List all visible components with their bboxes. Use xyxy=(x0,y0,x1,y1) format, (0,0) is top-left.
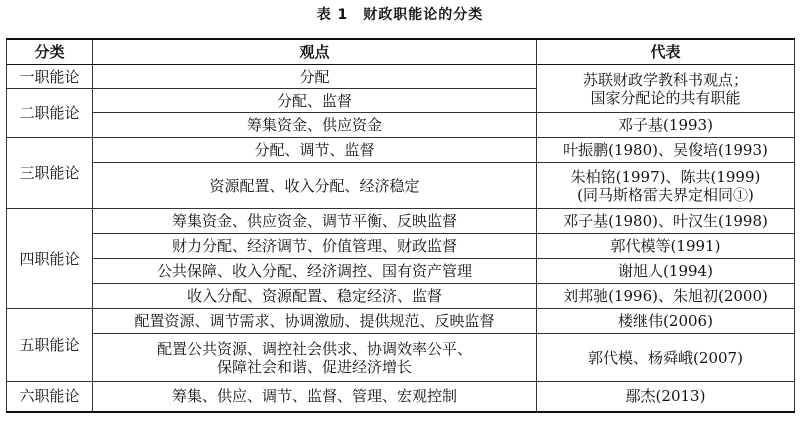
viewpoint-cell: 分配 xyxy=(93,65,537,89)
category-cell: 三职能论 xyxy=(7,138,93,209)
table-row xyxy=(7,113,795,138)
viewpoint-cell: 资源配置、收入分配、经济稳定 xyxy=(93,163,537,209)
table-row xyxy=(7,163,795,209)
representative-cell: 刘邦驰(1996)、朱旭初(2000) xyxy=(537,284,795,309)
table-row xyxy=(7,138,795,163)
table-row xyxy=(7,382,795,412)
representative-cell: 谢旭人(1994) xyxy=(537,259,795,284)
viewpoint-cell: 收入分配、资源配置、稳定经济、监督 xyxy=(93,284,537,309)
table-row xyxy=(7,259,795,284)
viewpoint-cell: 配置资源、调节需求、协调激励、提供规范、反映监督 xyxy=(93,309,537,334)
viewpoint-cell: 财力分配、经济调节、价值管理、财政监督 xyxy=(93,234,537,259)
fiscal-function-table xyxy=(6,38,795,413)
representative-cell: 苏联财政学教科书观点； 国家分配论的共有职能 xyxy=(537,65,795,113)
viewpoint-cell: 配置公共资源、调控社会供求、协调效率公平、 保障社会和谐、促进经济增长 xyxy=(93,334,537,382)
table-row xyxy=(7,234,795,259)
viewpoint-cell: 筹集、供应、调节、监督、管理、宏观控制 xyxy=(93,382,537,412)
representative-cell: 鄢杰(2013) xyxy=(537,382,795,412)
table-row xyxy=(7,65,795,89)
table-row xyxy=(7,309,795,334)
header-viewpoint: 观点 xyxy=(93,39,537,65)
category-cell: 二职能论 xyxy=(7,89,93,138)
representative-cell: 郭代模等(1991) xyxy=(537,234,795,259)
representative-cell: 朱柏铭(1997)、陈共(1999) (同马斯格雷夫界定相同①) xyxy=(537,163,795,209)
header-representative: 代表 xyxy=(537,39,795,65)
category-cell: 五职能论 xyxy=(7,309,93,382)
representative-cell: 邓子基(1993) xyxy=(537,113,795,138)
header-row xyxy=(7,39,795,65)
representative-cell: 叶振鹏(1980)、吴俊培(1993) xyxy=(537,138,795,163)
category-cell: 四职能论 xyxy=(7,209,93,309)
table-row xyxy=(7,209,795,234)
table-row xyxy=(7,334,795,382)
category-cell: 一职能论 xyxy=(7,65,93,89)
table-caption: 表 1 财政职能论的分类 xyxy=(316,7,484,23)
table-row xyxy=(7,284,795,309)
representative-cell: 邓子基(1980)、叶汉生(1998) xyxy=(537,209,795,234)
category-cell: 六职能论 xyxy=(7,382,93,412)
viewpoint-cell: 分配、监督 xyxy=(93,89,537,113)
viewpoint-cell: 公共保障、收入分配、经济调控、国有资产管理 xyxy=(93,259,537,284)
viewpoint-cell: 筹集资金、供应资金 xyxy=(93,113,537,138)
representative-cell: 楼继伟(2006) xyxy=(537,309,795,334)
viewpoint-cell: 分配、调节、监督 xyxy=(93,138,537,163)
header-category: 分类 xyxy=(7,39,93,65)
viewpoint-cell: 筹集资金、供应资金、调节平衡、反映监督 xyxy=(93,209,537,234)
representative-cell: 郭代模、杨舜峨(2007) xyxy=(537,334,795,382)
